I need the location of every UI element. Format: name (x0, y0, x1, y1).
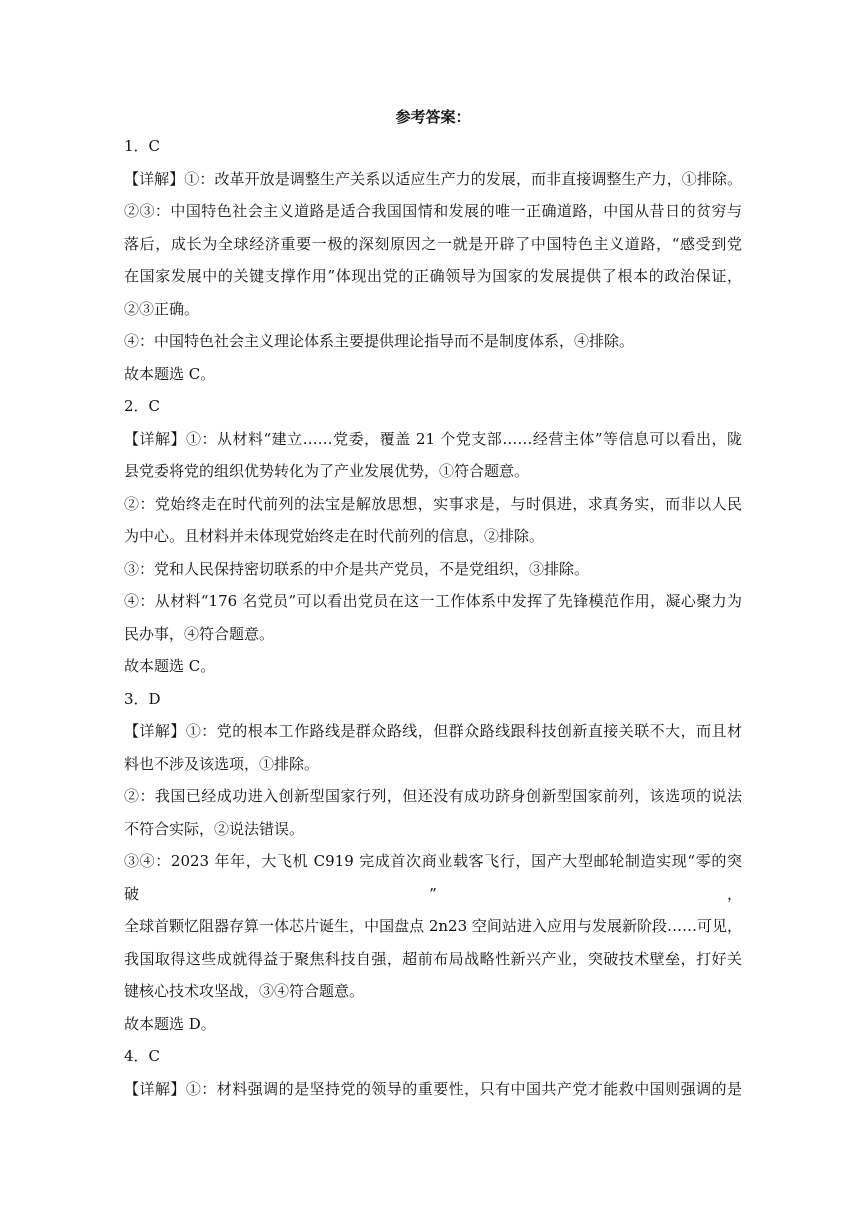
explanation-line: 不符合实际，②说法错误。 (124, 819, 305, 838)
explanation-line: ④：从材料“176 名党员”可以看出党员在这一工作体系中发挥了先锋模范作用，凝心聚力为 (124, 592, 742, 610)
explanation-line: ②：党始终走在时代前列的法宝是解放思想，实事求是，与时俱进，求真务实，而非以人民 (124, 494, 742, 513)
explanation-line: 全球首颗忆阻器存算一体芯片诞生，中国盘点 2n23 空间站进入应用与发展新阶段……可见， (124, 917, 742, 935)
explanation-line: ④：中国特色社会主义理论体系主要提供理论指导而不是制度体系，④排除。 (124, 332, 635, 350)
explanation-line: 我国取得这些成就得益于聚焦科技自强，超前布局战略性新兴产业，突破技术壁垒，打好关 (124, 949, 742, 968)
explanation-line: 【详解】①：材料强调的是坚持党的领导的重要性，只有中国共产党才能救中国则强调的是 (124, 1079, 742, 1098)
explanation-line: 故本题选 C。 (124, 364, 216, 383)
explanation-line: 料也不涉及该选项，①排除。 (124, 754, 320, 773)
explanation-line: 故本题选 C。 (124, 657, 216, 675)
explanation-line: 民办事，④符合题意。 (124, 624, 275, 643)
explanation-line: 【详解】①：从材料“建立……党委，覆盖 21 个党支部……经营主体”等信息可以看出，陇 (124, 429, 742, 448)
question-number: 2．C (124, 397, 161, 415)
explanation-line: 在国家发展中的关键支撑作用”体现出党的正确领导为国家的发展提供了根本的政治保证， (124, 267, 742, 285)
question-block (124, 390, 742, 683)
explanation-line: 故本题选 D。 (124, 1014, 216, 1033)
explanation-line: ②③正确。 (124, 299, 200, 318)
explanation-line: ②：我国已经成功进入创新型国家行列，但还没有成功跻身创新型国家前列，该选项的说法 (124, 787, 742, 805)
question-block (124, 1040, 742, 1105)
explanation-line: 【详解】①：党的根本工作路线是群众路线，但群众路线跟科技创新直接关联不大，而且材 (124, 722, 742, 740)
explanation-line: 为中心。且材料并未体现党始终走在时代前列的信息，②排除。 (124, 527, 545, 545)
explanation-line: 【详解】①：改革开放是调整生产关系以适应生产力的发展，而非直接调整生产力，①排除。 (124, 169, 742, 188)
explanation-line: 键核心技术攻坚战，③④符合题意。 (124, 982, 365, 1000)
question-block (124, 683, 742, 1041)
explanation-line: ③④：2023 年年，大飞机 C919 完成首次商业载客飞行，国产大型邮轮制造实现“零的突破”， (124, 852, 742, 903)
explanation-line: 县党委将党的组织优势转化为了产业发展优势，①符合题意。 (124, 462, 530, 480)
question-number: 1．C (124, 137, 161, 155)
explanation-line: ②③：中国特色社会主义道路是适合我国国情和发展的唯一正确道路，中国从昔日的贫穷与 (124, 202, 742, 220)
explanation-line: 落后，成长为全球经济重要一极的深刻原因之一就是开辟了中国特色主义道路，“感受到党 (124, 234, 742, 253)
explanation-line: ③：党和人民保持密切联系的中介是共产党员，不是党组织，③排除。 (124, 559, 590, 578)
question-number: 4．C (124, 1047, 161, 1065)
question-block (124, 130, 742, 390)
answer-list (124, 130, 742, 1105)
question-number: 3．D (124, 689, 161, 708)
page-title: 参考答案： (395, 108, 471, 126)
